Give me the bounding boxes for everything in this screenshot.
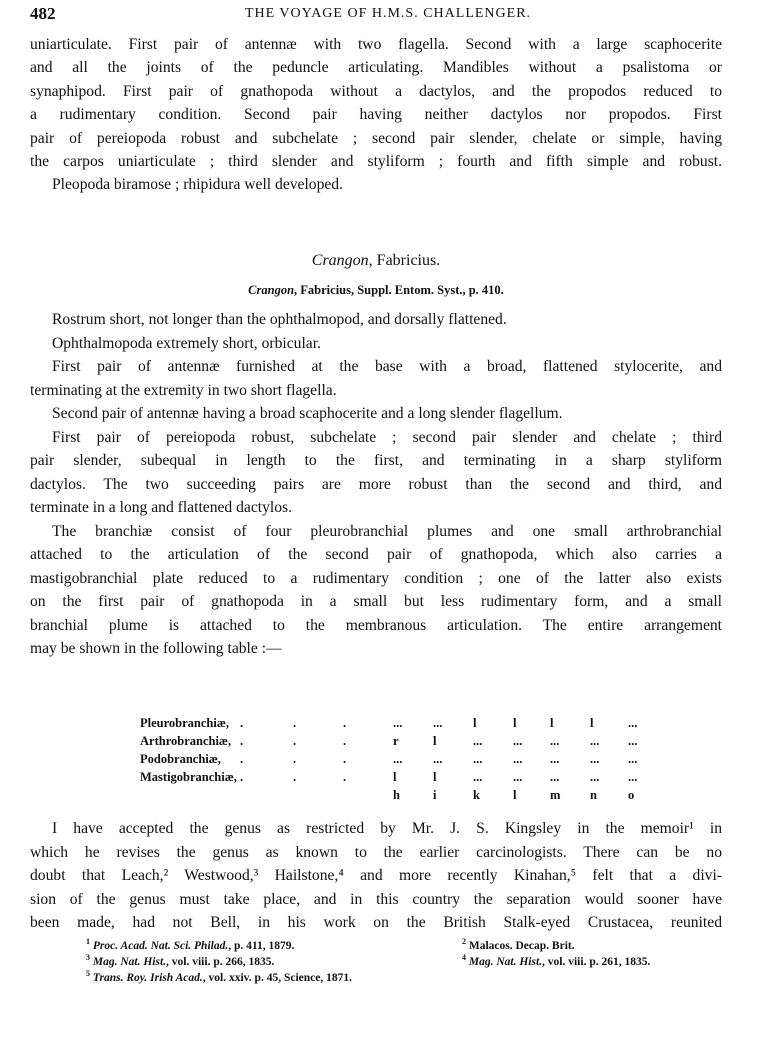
section-heading: [30, 251, 722, 271]
table-cell: ...: [628, 734, 638, 748]
text-line: Second pair of antennæ having a broad scaphocerite and a long slender flagellum.: [52, 405, 563, 422]
footnote: [86, 969, 352, 984]
table-cell: ...: [628, 752, 638, 766]
text-line: terminating at the extremity in two short flagella.: [30, 381, 337, 399]
text-line: Ophthalmopoda extremely short, orbicular.: [52, 334, 321, 352]
table-cell: ...: [550, 734, 560, 748]
text-line: on the first pair of gnathopoda in a small but less rudimentary form, and a small: [30, 593, 722, 610]
table-cell: ...: [473, 770, 483, 784]
column-header: n: [590, 788, 597, 802]
leader-dot: .: [240, 716, 244, 730]
text-line: uniarticulate. First pair of antennæ with two flagella. Second with a large scaphocerite: [30, 36, 722, 53]
leader-dot: .: [293, 716, 297, 730]
text-line: the carpos uniarticulate ; third slender and styliform ; fourth and fifth simple and robust.: [30, 153, 722, 170]
column-header: l: [513, 788, 517, 802]
table-cell: l: [590, 716, 594, 730]
leader-dot: .: [293, 752, 297, 766]
leader-dot: .: [240, 752, 244, 766]
table-cell: ...: [433, 716, 443, 730]
table-cell: ...: [433, 752, 443, 766]
text-line: sion of the genus must take place, and in this country the separation would sooner have: [30, 890, 722, 908]
table-cell: ...: [628, 770, 638, 784]
text-line: been made, had not Bell, in his work on the British Stalk-eyed Crustacea, reunited: [30, 914, 722, 931]
table-cell: ...: [473, 752, 483, 766]
genus-name: Crangon: [311, 252, 369, 269]
table-cell: ...: [393, 716, 403, 730]
running-title: THE VOYAGE OF H.M.S. CHALLENGER.: [244, 6, 532, 21]
footnote-text: Malacos. Decap. Brit.: [468, 939, 575, 952]
text-line: doubt that Leach,² Westwood,³ Hailstone,⁴ and more recently Kinahan,⁵ felt that a divi-: [30, 867, 722, 884]
text-line: and all the joints of the peduncle articulating. Mandibles without a psalistoma or: [30, 59, 722, 77]
table-cell: ...: [550, 752, 560, 766]
table-cell: l: [513, 716, 517, 730]
text-line: pair of pereiopoda robust and subchelate ; second pair slender, chelate or simple, having: [30, 129, 722, 147]
table-cell: ...: [513, 752, 523, 766]
table-cell: ...: [628, 716, 638, 730]
table-cell: ...: [590, 770, 600, 784]
leader-dot: .: [293, 734, 297, 748]
footnote-text: , p. 411, 1879.: [228, 939, 295, 952]
table-cell: ...: [590, 734, 600, 748]
table-cell: ...: [513, 734, 523, 748]
footnote-title: Mag. Nat. Hist.: [468, 955, 543, 968]
row-label: Arthrobranchiæ,: [140, 734, 232, 748]
text-line: dactylos. The two succeeding pairs are more robust than the second and third, and: [30, 475, 722, 493]
table-cell: l: [550, 716, 554, 730]
footnote-number: 2: [462, 937, 466, 946]
footnote-title: Mag. Nat. Hist.: [92, 955, 167, 968]
text-line: may be shown in the following table :—: [30, 640, 282, 657]
leader-dot: .: [343, 770, 347, 784]
column-header: i: [433, 788, 437, 802]
footnote-text: , vol. xxiv. p. 45, Science, 1871.: [202, 971, 352, 984]
leader-dot: .: [240, 734, 244, 748]
table-cell: l: [473, 716, 477, 730]
leader-dot: .: [240, 770, 244, 784]
table-cell: l: [433, 734, 437, 748]
row-label: Podobranchiæ,: [140, 752, 221, 766]
table-cell: l: [393, 770, 397, 784]
table-cell: ...: [393, 752, 403, 766]
leader-dot: .: [343, 716, 347, 730]
text-line: pair slender, subequal in length to the first, and terminating in a sharp styliform: [30, 452, 722, 469]
column-header: k: [473, 788, 480, 802]
footnote-number: 4: [462, 953, 466, 962]
table-cell: ...: [473, 734, 483, 748]
genus-author: , Fabricius.: [368, 252, 441, 269]
ref-text: , Fabricius, Suppl. Entom. Syst., p. 410.: [294, 283, 504, 297]
section-reference: [30, 280, 722, 300]
column-header: h: [393, 788, 400, 802]
text-line: attached to the articulation of the second pair of gnathopoda, which also carries a: [30, 546, 722, 563]
footnote-title: Trans. Roy. Irish Acad.: [92, 971, 203, 984]
footnote: [86, 953, 274, 968]
text-line: a rudimentary condition. Second pair having neither dactylos nor propodos. First: [30, 106, 722, 124]
footnote-title: Proc. Acad. Nat. Sci. Philad.: [92, 939, 229, 952]
row-label: Mastigobranchiæ,: [140, 770, 237, 784]
table-cell: r: [393, 734, 399, 748]
text-line: branchial plume is attached to the membranous articulation. The entire arrangement: [30, 616, 722, 634]
table-cell: l: [433, 770, 437, 784]
text-line: terminate in a long and flattened dactylos.: [30, 499, 292, 516]
footnote-text: , vol. viii. p. 261, 1835.: [542, 955, 651, 968]
footnote: [86, 937, 294, 952]
footnote: [462, 953, 650, 968]
leader-dot: .: [293, 770, 297, 784]
table-cell: ...: [550, 770, 560, 784]
page-number: 482: [30, 4, 56, 23]
column-header: o: [628, 788, 635, 802]
ref-genus: Crangon: [248, 283, 295, 297]
table-cell: ...: [590, 752, 600, 766]
footnote-number: 5: [86, 969, 90, 978]
leader-dot: .: [343, 752, 347, 766]
footnote-number: 1: [86, 937, 90, 946]
table-cell: ...: [513, 770, 523, 784]
text-line: Rostrum short, not longer than the ophthalmopod, and dorsally flattened.: [52, 311, 507, 328]
text-line: First pair of pereiopoda robust, subchelate ; second pair slender and chelate ; third: [52, 428, 722, 446]
text-line: First pair of antennæ furnished at the base with a broad, flattened stylocerite, and: [52, 358, 722, 375]
row-label: Pleurobranchiæ,: [140, 716, 230, 730]
column-header: m: [550, 788, 561, 802]
text-line: synaphipod. First pair of gnathopoda without a dactylos, and the propodos reduced to: [30, 82, 722, 100]
footnote-number: 3: [86, 953, 90, 962]
text-line: which he revises the genus as known to the earlier carcinologists. There can be no: [30, 843, 722, 861]
footnote: [462, 937, 575, 952]
footnote-text: , vol. viii. p. 266, 1835.: [166, 955, 275, 968]
text-line: The branchiæ consist of four pleurobranchial plumes and one small arthrobranchial: [52, 522, 722, 540]
text-line: Pleopoda biramose ; rhipidura well developed.: [52, 176, 344, 194]
text-line: I have accepted the genus as restricted by Mr. J. S. Kingsley in the memoir¹ in: [52, 820, 722, 837]
text-line: mastigobranchial plate reduced to a rudimentary condition ; one of the latter also exists: [30, 569, 722, 587]
leader-dot: .: [343, 734, 347, 748]
